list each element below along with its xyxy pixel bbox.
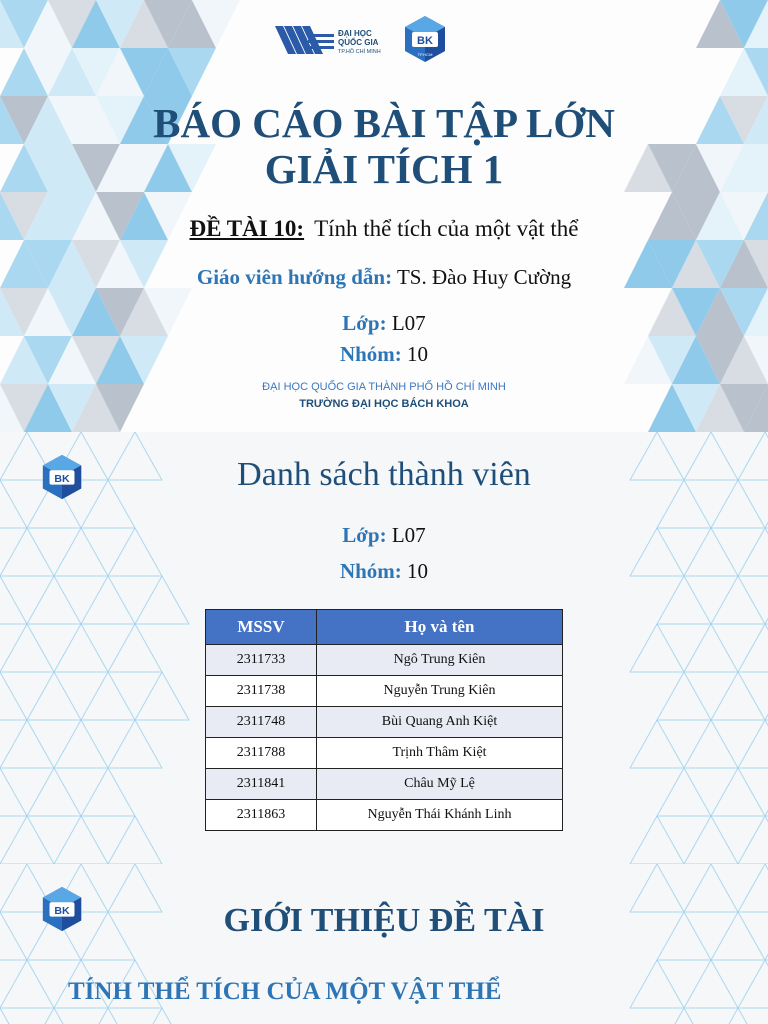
report-title <box>0 100 768 192</box>
decorative-triangle <box>657 672 711 720</box>
decorative-triangle <box>738 816 768 864</box>
student-name-cell: Nguyễn Thái Khánh Linh <box>317 800 563 831</box>
decorative-triangle <box>81 672 135 720</box>
decorative-triangle <box>135 672 189 720</box>
logo-group <box>272 14 452 66</box>
intro-title: GIỚI THIỆU ĐỀ TÀI <box>223 902 545 939</box>
decorative-triangle <box>27 768 81 816</box>
decorative-triangle <box>0 768 27 816</box>
decorative-triangle <box>27 1008 81 1024</box>
members-table <box>205 609 563 831</box>
university-name: ĐẠI HỌC QUỐC GIA THÀNH PHỐ HỒ CHÍ MINH <box>262 381 506 393</box>
decorative-triangle <box>0 624 54 672</box>
decorative-triangle <box>657 1008 711 1024</box>
decorative-triangle <box>81 768 135 816</box>
members-table-header <box>206 610 563 645</box>
decorative-triangle <box>630 960 684 1008</box>
class-value: L07 <box>391 311 426 335</box>
vnu-logo-line3: TP.HỒ CHÍ MINH <box>338 49 381 55</box>
decorative-triangle <box>684 816 738 864</box>
student-name-cell: Trịnh Thâm Kiệt <box>317 738 563 769</box>
table-row <box>206 676 563 707</box>
decorative-triangle <box>0 1008 27 1024</box>
topic-label: ĐỀ TÀI 10: <box>189 216 305 241</box>
group-value: 10 <box>407 342 429 366</box>
column-header-name: Họ và tên <box>317 610 563 645</box>
student-id-cell: 2311863 <box>206 800 317 831</box>
decorative-triangle <box>54 624 108 672</box>
decorative-triangle <box>684 720 738 768</box>
table-row <box>206 645 563 676</box>
group-line <box>0 342 768 367</box>
table-row <box>206 769 563 800</box>
bk-logo <box>400 14 450 64</box>
student-name-cell: Bùi Quang Anh Kiệt <box>317 707 563 738</box>
student-id-cell: 2311841 <box>206 769 317 800</box>
decorative-triangle <box>684 624 738 672</box>
vnu-logo-line2: QUỐC GIA <box>338 38 379 47</box>
decorative-triangle <box>630 624 684 672</box>
decorative-triangle <box>657 768 711 816</box>
decorative-triangle <box>27 672 81 720</box>
decorative-triangle <box>0 960 54 1008</box>
group-label: Nhóm: <box>339 342 402 366</box>
members-page <box>0 432 768 864</box>
intro-subtitle: TÍNH THỂ TÍCH CỦA MỘT VẬT THỂ <box>68 978 502 1005</box>
decorative-triangle <box>711 1008 765 1024</box>
student-id-cell: 2311738 <box>206 676 317 707</box>
decorative-triangle <box>630 816 684 864</box>
cover-page <box>0 0 768 432</box>
table-row <box>206 738 563 769</box>
bk-logo-small-text: BK <box>54 472 70 485</box>
decorative-triangle <box>630 720 684 768</box>
student-name-cell: Châu Mỹ Lệ <box>317 769 563 800</box>
decorative-triangle <box>738 960 768 1008</box>
members-group-label: Nhóm: <box>339 559 402 583</box>
decorative-triangle <box>0 816 54 864</box>
decorative-triangle <box>711 768 765 816</box>
student-id-cell: 2311788 <box>206 738 317 769</box>
student-id-cell: 2311748 <box>206 707 317 738</box>
members-class-value: L07 <box>391 523 426 547</box>
advisor-label: Giáo viên hướng dẫn: <box>196 265 393 289</box>
class-label: Lớp: <box>342 311 387 335</box>
members-group-value: 10 <box>407 559 429 583</box>
members-title: Danh sách thành viên <box>237 456 531 493</box>
intro-page <box>0 864 768 1024</box>
decorative-triangle <box>738 720 768 768</box>
student-name-cell: Ngô Trung Kiên <box>317 645 563 676</box>
advisor-value: TS. Đào Huy Cường <box>396 265 572 289</box>
decorative-triangle <box>0 720 54 768</box>
topic-line <box>0 216 768 242</box>
topic-value: Tính thể tích của một vật thể <box>314 216 579 241</box>
decorative-triangle <box>54 816 108 864</box>
decorative-triangle <box>135 1008 189 1024</box>
bk-logo-subtext: TP.HCM <box>417 52 433 57</box>
school-name: TRƯỜNG ĐẠI HỌC BÁCH KHOA <box>299 398 469 410</box>
student-name-cell: Nguyễn Trung Kiên <box>317 676 563 707</box>
bk-logo-text: BK <box>417 35 433 47</box>
members-class-line <box>0 523 768 548</box>
bk-logo-small-text: BK <box>54 904 70 917</box>
advisor-line <box>0 265 768 290</box>
vnu-logo-line1: ĐẠI HỌC <box>338 29 372 38</box>
decorative-triangle <box>684 960 738 1008</box>
decorative-triangle <box>54 720 108 768</box>
members-group-line <box>0 559 768 584</box>
report-title-line1: BÁO CÁO BÀI TẬP LỚN <box>153 100 615 146</box>
table-row <box>206 800 563 831</box>
table-row <box>206 707 563 738</box>
class-line <box>0 311 768 336</box>
members-class-label: Lớp: <box>342 523 387 547</box>
decorative-triangle <box>81 1008 135 1024</box>
decorative-triangle <box>108 816 162 864</box>
report-title-line2: GIẢI TÍCH 1 <box>264 146 504 192</box>
decorative-triangle <box>108 624 162 672</box>
decorative-triangle <box>738 624 768 672</box>
decorative-triangle <box>0 672 27 720</box>
student-id-cell: 2311733 <box>206 645 317 676</box>
decorative-triangle <box>108 720 162 768</box>
decorative-triangle <box>711 672 765 720</box>
column-header-mssv: MSSV <box>206 610 317 645</box>
